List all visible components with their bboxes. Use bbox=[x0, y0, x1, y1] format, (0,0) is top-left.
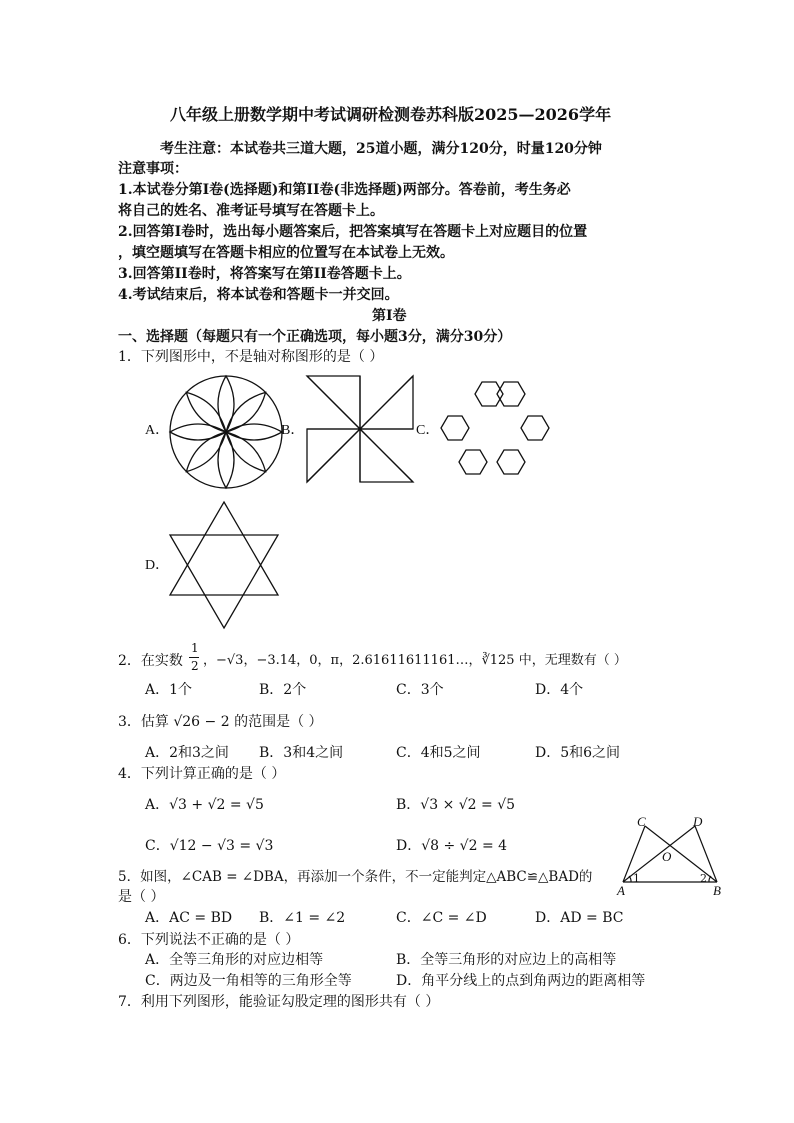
q4-option-c[interactable]: C．√12 − √3 = √3 bbox=[145, 838, 274, 854]
q4-stem: 4．下列计算正确的是（ ） bbox=[118, 766, 286, 782]
q2-prefix: 2．在实数 bbox=[118, 653, 183, 669]
q5-option-a[interactable]: A．AC = BD bbox=[145, 910, 233, 926]
q3-option-a[interactable]: A．2和3之间 bbox=[145, 745, 229, 761]
q5-label-b: B bbox=[713, 883, 721, 898]
q2-option-a[interactable]: A．1个 bbox=[145, 682, 193, 698]
q1-figure-d-star-of-david bbox=[168, 500, 280, 630]
exam-title: 八年级上册数学期中考试调研检测卷苏科版2025—2026学年 bbox=[170, 105, 612, 124]
note-line-6: 4.考试结束后，将本试卷和答题卡一并交回。 bbox=[118, 287, 399, 303]
q3-option-b[interactable]: B．3和4之间 bbox=[259, 745, 344, 761]
notice-intro: 考生注意：本试卷共三道大题，25道小题，满分120分，时量120分钟 bbox=[160, 141, 602, 157]
q1-figure-c-hexagon-ring bbox=[440, 380, 550, 476]
note-line-1: 1.本试卷分第Ⅰ卷(选择题)和第II卷(非选择题)两部分。答卷前，考生务必 bbox=[118, 182, 571, 198]
note-line-5: 3.回答第II卷时，将答案写在第II卷答题卡上。 bbox=[118, 266, 411, 282]
q7-stem: 7．利用下列图形，能验证勾股定理的图形共有（ ） bbox=[118, 994, 440, 1010]
q4-option-b[interactable]: B．√3 × √2 = √5 bbox=[396, 797, 516, 813]
q3-stem: 3．估算 √26 − 2 的范围是（ ） bbox=[118, 714, 323, 730]
q2-fraction-numerator: 1 bbox=[191, 641, 199, 655]
q2-option-d[interactable]: D．4个 bbox=[535, 682, 584, 698]
q5-angle-2-label: 2 bbox=[700, 872, 707, 885]
q5-option-c[interactable]: C．∠C = ∠D bbox=[396, 910, 487, 926]
q5-stem-line2: 是（ ） bbox=[118, 889, 165, 905]
note-line-4: ，填空题填写在答题卡相应的位置写在本试卷上无效。 bbox=[118, 245, 454, 261]
q5-option-d[interactable]: D．AD = BC bbox=[535, 910, 624, 926]
q5-label-o: O bbox=[662, 849, 672, 864]
notes-heading: 注意事项： bbox=[118, 161, 188, 177]
q6-option-b[interactable]: B．全等三角形的对应边上的高相等 bbox=[396, 952, 617, 968]
q1-figure-b-pinwheel bbox=[305, 374, 415, 484]
q4-option-a[interactable]: A．√3 + √2 = √5 bbox=[145, 797, 264, 813]
q3-option-d[interactable]: D．5和6之间 bbox=[535, 745, 621, 761]
q2-fraction-bar bbox=[189, 657, 199, 658]
q2-option-b[interactable]: B．2个 bbox=[259, 682, 307, 698]
q6-option-c[interactable]: C．两边及一角相等的三角形全等 bbox=[145, 973, 352, 989]
q6-option-d[interactable]: D．角平分线上的点到角两边的距离相等 bbox=[396, 973, 646, 989]
q6-stem: 6．下列说法不正确的是（ ） bbox=[118, 932, 300, 948]
q5-label-d: D bbox=[693, 814, 703, 829]
section-heading: 一、选择题（每题只有一个正确选项，每小题3分，满分30分） bbox=[118, 329, 512, 345]
q1-option-d-label: D． bbox=[145, 558, 170, 573]
q2-option-c[interactable]: C．3个 bbox=[396, 682, 444, 698]
q3-option-c[interactable]: C．4和5之间 bbox=[396, 745, 481, 761]
volume-title: 第Ⅰ卷 bbox=[372, 308, 407, 324]
q5-stem-line1: 5．如图，∠CAB = ∠DBA，再添加一个条件，不一定能判定△ABC≌△BAD的 bbox=[118, 869, 593, 885]
q2-fraction-denominator: 2 bbox=[191, 659, 199, 673]
q4-option-d[interactable]: D．√8 ÷ √2 = 4 bbox=[396, 838, 508, 854]
q2-stem-rest: ，−√3，−3.14，0，π，2.61611611161…，∛125 中，无理数有（ ） bbox=[203, 653, 627, 668]
q1-stem: 1．下列图形中，不是轴对称图形的是（ ） bbox=[118, 349, 384, 365]
q1-figure-a-flower-circle bbox=[168, 374, 284, 490]
q1-option-c-label: C． bbox=[416, 423, 440, 438]
q5-option-b[interactable]: B．∠1 = ∠2 bbox=[259, 910, 346, 926]
note-line-3: 2.回答第Ⅰ卷时，选出每小题答案后，把答案填写在答题卡上对应题目的位置 bbox=[118, 224, 588, 240]
q6-option-a[interactable]: A．全等三角形的对应边相等 bbox=[145, 952, 324, 968]
q5-label-a: A bbox=[617, 883, 625, 898]
q5-angle-1-label: 1 bbox=[633, 872, 640, 885]
q1-option-a-label: A． bbox=[145, 423, 170, 438]
q5-label-c: C bbox=[637, 814, 646, 829]
note-line-2: 将自己的姓名、准考证号填写在答题卡上。 bbox=[118, 203, 384, 219]
q1-option-b-label: B． bbox=[281, 423, 305, 438]
